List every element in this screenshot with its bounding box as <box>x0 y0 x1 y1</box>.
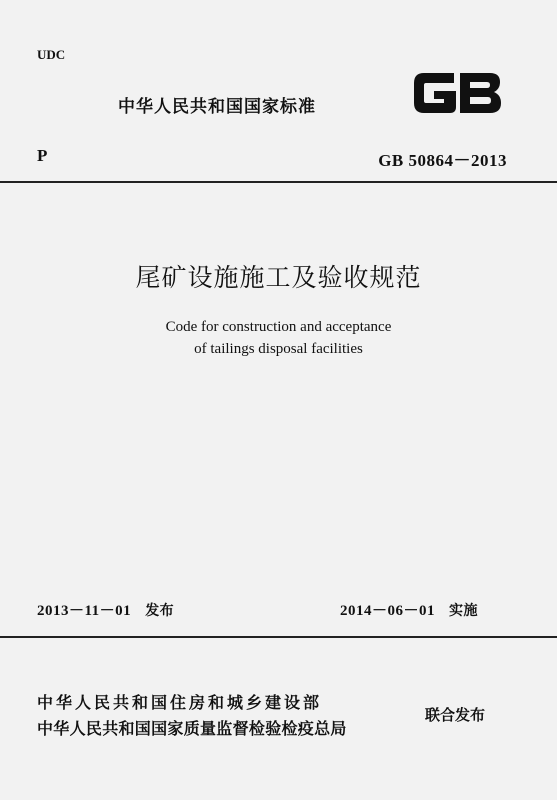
title-english-line2: of tailings disposal facilities <box>194 341 363 357</box>
publisher-2: 中华人民共和国国家质量监督检验检疫总局 <box>37 719 347 738</box>
implementation-date: 2014－06－01 <box>340 603 436 619</box>
title-english-line1: Code for construction and acceptance <box>165 319 392 335</box>
standard-type: 中华人民共和国国家标准 <box>118 97 316 117</box>
bottom-divider <box>0 636 557 638</box>
issue-date-block <box>37 599 174 620</box>
publisher-1: 中华人民共和国住房和城乡建设部 <box>37 693 323 712</box>
classification-code: P <box>37 146 48 165</box>
issue-date: 2013－11－01 <box>37 603 132 619</box>
implementation-date-block <box>340 599 478 620</box>
gb-logo <box>410 67 505 119</box>
joint-publication-label: 联合发布 <box>425 706 486 724</box>
standard-number: GB 50864－2013 <box>378 151 507 170</box>
top-divider <box>0 181 557 183</box>
implementation-label: 实施 <box>449 603 479 619</box>
title-english <box>0 316 557 360</box>
udc-label: UDC <box>37 47 66 62</box>
title-chinese: 尾矿设施施工及验收规范 <box>135 263 422 292</box>
issue-label: 发布 <box>145 603 175 619</box>
